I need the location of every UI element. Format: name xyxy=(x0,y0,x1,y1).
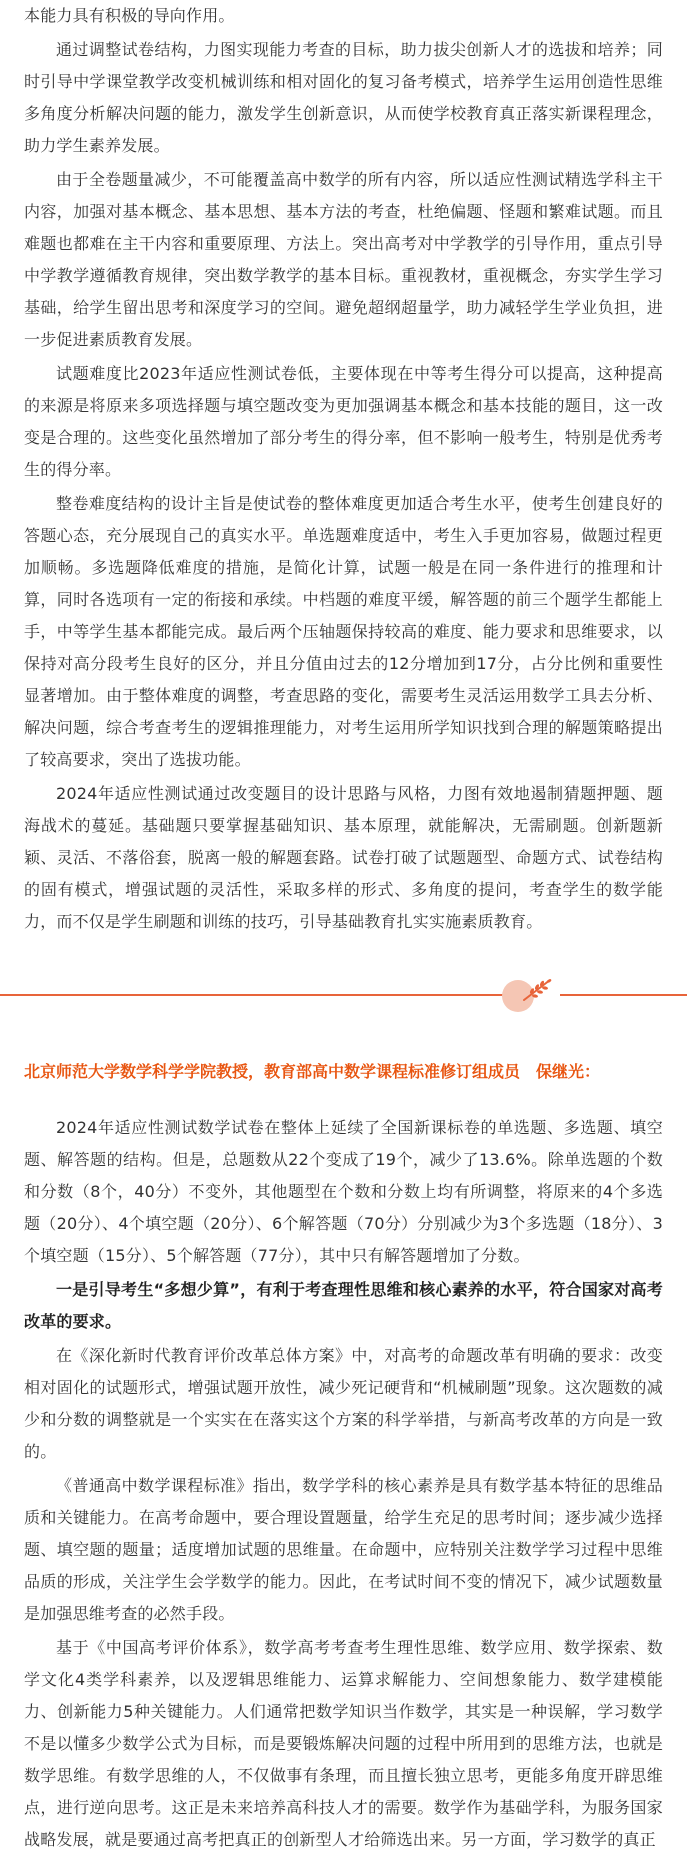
divider-line-right xyxy=(560,994,687,996)
paragraph: 本能力具有积极的导向作用。 xyxy=(24,6,235,25)
bold-paragraph: 一是引导考生“多想少算”，有利于考查理性思维和核心素养的水平，符合国家对高考改革的要求。 xyxy=(24,1280,663,1331)
wheat-icon xyxy=(520,974,556,1004)
paragraph: 2024年适应性测试通过改变题目的设计思路与风格，力图有效地遏制猜题押题、题海战术的蔓延。基础题只要掌握基础知识、基本原理，就能解决，无需刷题。创新题新颖、灵活、不落俗套，脱离一般的解题套路。试卷打破了试题题型、命题方式、试卷结构的固有模式，增强试题的灵活性，采取多样的形式、多角度的提问，考查学生的数学能力，而不仅是学生刷题和训练的技巧，引导基础教育扎实实施素质教育。 xyxy=(24,784,663,931)
paragraph: 试题难度比2023年适应性测试卷低，主要体现在中等考生得分可以提高，这种提高的来源是将原来多项选择题与填空题改变为更加强调基本概念和基本技能的题目，这一改变是合理的。这些变化虽然增加了部分考生的得分率，但不影响一般考生，特别是优秀考生的得分率。 xyxy=(24,364,663,479)
divider-line-left xyxy=(0,994,506,996)
paragraph: 基于《中国高考评价体系》，数学高考考查考生理性思维、数学应用、数学探索、数学文化4类学科素养，以及逻辑思维能力、运算求解能力、空间想象能力、数学建模能力、创新能力5种关键能力。人们通常把数学知识当作数学，其实是一种误解，学习数学不是以懂多少数学公式为目标，而是要锻炼解决问题的过程中所用到的思维方法，也就是数学思维。有数学思维的人，不仅做事有条理，而且擅长独立思考，更能多角度开辟思维点，进行逆向思考。这正是未来培养高科技人才的需要。数学作为基础学科，为服务国家战略发展，就是要通过高考把真正的创新型人才给筛选出来。另一方面，学习数学的真正 xyxy=(24,1638,663,1849)
author-heading: 北京师范大学数学科学学院教授，教育部高中数学课程标准修订组成员 保继光： xyxy=(24,1062,601,1081)
paragraph: 整卷难度结构的设计主旨是使试卷的整体难度更加适合考生水平，使考生创建良好的答题心态，充分展现自己的真实水平。单选题难度适中，考生入手更加容易，做题过程更加顺畅。多选题降低难度的措施，是简化计算，试题一般是在同一条件进行的推理和计算，同时各选项有一定的衔接和承续。中档题的难度平缓，解答题的前三个题学生都能上手，中等学生基本都能完成。最后两个压轴题保持较高的难度、能力要求和思维要求，以保持对高分段考生良好的区分，并且分值由过去的12分增加到17分，占分比例和重要性显著增加。由于整体难度的调整，考查思路的变化，需要考生灵活运用数学工具去分析、解决问题，综合考查考生的逻辑推理能力，对考生运用所学知识找到合理的解题策略提出了较高要求，突出了选拔功能。 xyxy=(24,494,663,769)
paragraph: 由于全卷题量减少，不可能覆盖高中数学的所有内容，所以适应性测试精选学科主干内容，加强对基本概念、基本思想、基本方法的考查，杜绝偏题、怪题和繁难试题。而且难题也都难在主干内容和重要原理、方法上。突出高考对中学教学的引导作用，重点引导中学教学遵循教育规律，突出数学教学的基本目标。重视教材，重视概念，夯实学生学习基础，给学生留出思考和深度学习的空间。避免超纲超量学，助力减轻学生学业负担，进一步促进素质教育发展。 xyxy=(24,170,663,349)
paragraph: 《普通高中数学课程标准》指出，数学学科的核心素养是具有数学基本特征的思维品质和关键能力。在高考命题中，要合理设置题量，给学生充足的思考时间；逐步减少选择题、填空题的题量；适度增加试题的思维量。在命题中，应特别关注数学学习过程中思维品质的形成，关注学生会学数学的能力。因此，在考试时间不变的情况下，减少试题数量是加强思维考查的必然手段。 xyxy=(24,1476,663,1623)
paragraph: 在《深化新时代教育评价改革总体方案》中，对高考的命题改革有明确的要求：改变相对固化的试题形式，增强试题开放性，减少死记硬背和“机械刷题”现象。这次题数的减少和分数的调整就是一个实实在在落实这个方案的科学举措，与新高考改革的方向是一致的。 xyxy=(24,1346,663,1461)
section-divider xyxy=(0,964,687,1024)
paragraph: 2024年适应性测试数学试卷在整体上延续了全国新课标卷的单选题、多选题、填空题、解答题的结构。但是，总题数从22个变成了19个，减少了13.6%。除单选题的个数和分数（8个，40分）不变外，其他题型在个数和分数上均有所调整，将原来的4个多选题（20分）、4个填空题（20分）、6个解答题（70分）分别减少为3个多选题（18分）、3个填空题（15分）、5个解答题（77分），其中只有解答题增加了分数。 xyxy=(24,1118,663,1265)
section-two xyxy=(0,1112,687,1856)
paragraph: 通过调整试卷结构，力图实现能力考查的目标，助力拔尖创新人才的选拔和培养；同时引导中学课堂教学改变机械训练和相对固化的复习备考模式，培养学生运用创造性思维多角度分析解决问题的能力，激发学生创新意识，从而使学校教育真正落实新课程理念，助力学生素养发展。 xyxy=(24,40,663,155)
